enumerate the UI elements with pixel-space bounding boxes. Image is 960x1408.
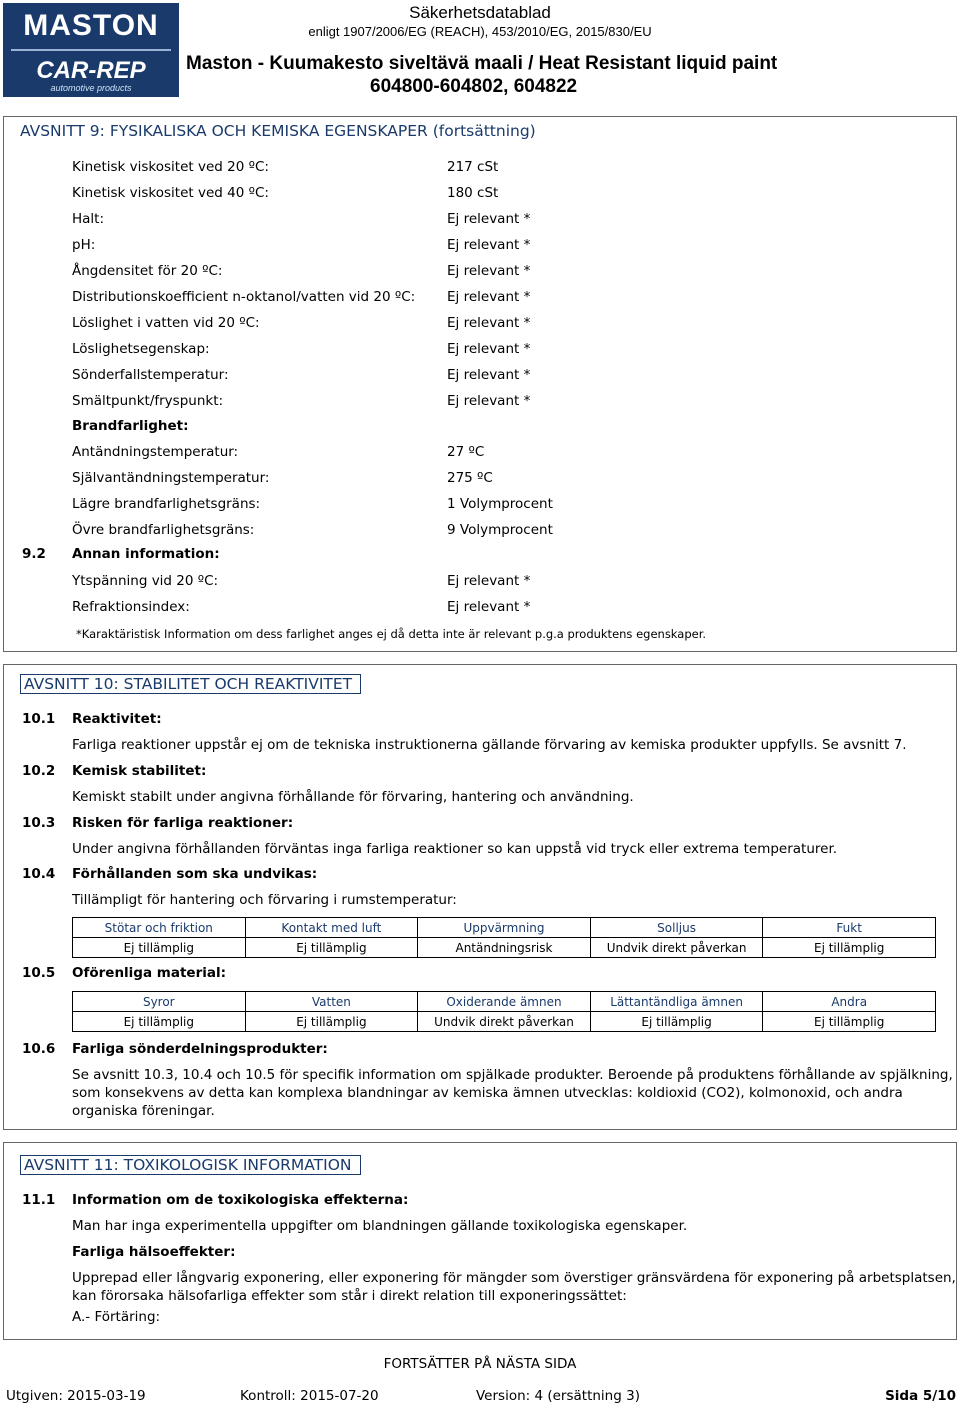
section-10-2-heading: Kemisk stabilitet: — [72, 763, 207, 779]
property-label: Halt: — [72, 211, 105, 227]
table-cell: Undvik direkt påverkan — [418, 1012, 591, 1032]
table-cell: Undvik direkt påverkan — [590, 938, 763, 958]
section-11-title: AVSNITT 11: TOXIKOLOGISK INFORMATION — [20, 1155, 361, 1175]
property-label: Lägre brandfarlighetsgräns: — [72, 496, 261, 512]
table-header-cell: Stötar och friktion — [73, 918, 246, 938]
section-10-2-number: 10.2 — [22, 763, 56, 779]
property-label: Smältpunkt/fryspunkt: — [72, 393, 224, 409]
property-label: Ångdensitet för 20 ºC: — [72, 263, 223, 279]
logo-maston-text: MASTON — [23, 9, 159, 42]
property-value: Ej relevant * — [447, 315, 531, 331]
table-cell: Ej tillämplig — [763, 1012, 936, 1032]
section-10-6-heading: Farliga sönderdelningsprodukter: — [72, 1041, 328, 1057]
page-number: Sida 5/10 — [885, 1388, 956, 1404]
section-10-6-number: 10.6 — [22, 1041, 56, 1057]
table-header-cell: Kontakt med luft — [245, 918, 418, 938]
maston-carrep-logo — [3, 3, 179, 97]
ingestion-item: A.- Förtäring: — [72, 1309, 161, 1325]
property-label: Löslighet i vatten vid 20 ºC: — [72, 315, 260, 331]
section-10-1-number: 10.1 — [22, 711, 56, 727]
table-cell: Ej tillämplig — [73, 1012, 246, 1032]
section-10-4-heading: Förhållanden som ska undvikas: — [72, 866, 318, 882]
table-cell: Ej tillämplig — [73, 938, 246, 958]
property-label: Kinetisk viskositet ved 40 ºC: — [72, 185, 269, 201]
table-header-cell: Vatten — [245, 992, 418, 1012]
property-label: Sönderfallstemperatur: — [72, 367, 229, 383]
issued-date: Utgiven: 2015-03-19 — [6, 1388, 146, 1404]
section-10-title: AVSNITT 10: STABILITET OCH REAKTIVITET — [20, 674, 361, 694]
health-effects-heading: Farliga hälsoeffekter: — [72, 1244, 236, 1260]
property-value: Ej relevant * — [447, 211, 531, 227]
section-10-6-line: Se avsnitt 10.3, 10.4 och 10.5 för specifik information om spjälkade produkter. Beroende på produktens förhållande av spjälkning, — [72, 1067, 953, 1083]
property-label: Övre brandfarlighetsgräns: — [72, 522, 255, 538]
table-header-cell: Oxiderande ämnen — [418, 992, 591, 1012]
product-name: Maston - Kuumakesto siveltävä maali / Heat Resistant liquid paint — [186, 53, 778, 74]
table-header-cell: Solljus — [590, 918, 763, 938]
regulation-line: enligt 1907/2006/EG (REACH), 453/2010/EG, 2015/830/EU — [308, 24, 652, 39]
property-value: 27 ºC — [447, 444, 485, 460]
conditions-to-avoid-table — [72, 917, 936, 958]
section-10-3-text: Under angivna förhållanden förväntas inga farliga reaktioner so kan uppstå vid tryck eller extrema temperaturer. — [72, 841, 838, 857]
health-effects-line: Upprepad eller långvarig exponering, eller exponering för mängder som överstiger gränsvärdena för exponering på arbetsplatsen, — [72, 1270, 956, 1286]
section-11-1-number: 11.1 — [22, 1192, 56, 1208]
section-9-2-number: 9.2 — [22, 546, 46, 562]
section-10-4-text: Tillämpligt för hantering och förvaring i rumstemperatur: — [72, 892, 457, 908]
product-codes: 604800-604802, 604822 — [370, 76, 578, 97]
property-value: 275 ºC — [447, 470, 493, 486]
property-label: Refraktionsindex: — [72, 599, 190, 615]
property-value: Ej relevant * — [447, 237, 531, 253]
property-value: Ej relevant * — [447, 367, 531, 383]
section-10-1-heading: Reaktivitet: — [72, 711, 162, 727]
health-effects-line: kan förorsaka hälsofarliga effekter som står i direkt relation till exponeringssättet: — [72, 1288, 627, 1304]
section-10-6-line: organiska föreningar. — [72, 1103, 215, 1119]
continues-next-page: FORTSÄTTER PÅ NÄSTA SIDA — [383, 1356, 577, 1372]
table-header-cell: Lättantändliga ämnen — [590, 992, 763, 1012]
table-cell: Ej tillämplig — [245, 938, 418, 958]
section-10-4-number: 10.4 — [22, 866, 56, 882]
property-value: 217 cSt — [447, 159, 499, 175]
table-cell: Ej tillämplig — [763, 938, 936, 958]
document-header — [0, 0, 960, 104]
property-label: Ytspänning vid 20 ºC: — [72, 573, 219, 589]
table-cell: Ej tillämplig — [245, 1012, 418, 1032]
property-value: Ej relevant * — [447, 573, 531, 589]
section-10-3-heading: Risken för farliga reaktioner: — [72, 815, 294, 831]
property-label: Löslighetsegenskap: — [72, 341, 210, 357]
section-11-1-text: Man har inga experimentella uppgifter om blandningen gällande toxikologiska egenskaper. — [72, 1218, 688, 1234]
section-10-3-number: 10.3 — [22, 815, 56, 831]
table-header-cell: Uppvärmning — [418, 918, 591, 938]
logo-tagline: automotive products — [50, 83, 132, 93]
table-cell: Ej tillämplig — [590, 1012, 763, 1032]
property-value: Ej relevant * — [447, 599, 531, 615]
property-value: Ej relevant * — [447, 393, 531, 409]
incompatible-materials-table — [72, 991, 936, 1032]
property-label: Självantändningstemperatur: — [72, 470, 270, 486]
property-value: 1 Volymprocent — [447, 496, 553, 512]
property-label: Distributionskoefficient n-oktanol/vatten vid 20 ºC: — [72, 289, 416, 305]
doc-title: Säkerhetsdatablad — [409, 3, 551, 22]
table-header-cell: Fukt — [763, 918, 936, 938]
table-header-cell: Andra — [763, 992, 936, 1012]
property-value: 9 Volymprocent — [447, 522, 553, 538]
property-value: Ej relevant * — [447, 289, 531, 305]
section-10-5-number: 10.5 — [22, 965, 56, 981]
property-label: Antändningstemperatur: — [72, 444, 239, 460]
section-10-2-text: Kemiskt stabilt under angivna förhållande för förvaring, hantering och användning. — [72, 789, 634, 805]
property-label: Kinetisk viskositet ved 20 ºC: — [72, 159, 269, 175]
section-10-6-line: som konsekvens av detta kan komplexa blandningar av kemiska ämnen utvecklas: koldioxid (CO2), kolmonoxid, och andra — [72, 1085, 903, 1101]
logo-carrep-text: CAR-REP — [36, 57, 146, 84]
section-10-1-text: Farliga reaktioner uppstår ej om de tekniska instruktionerna gällande förvaring av kemiska produkter uppfylls. Se avsnitt 7. — [72, 737, 907, 753]
section-10-5-heading: Oförenliga material: — [72, 965, 226, 981]
logo-divider — [11, 49, 171, 51]
table-cell: Antändningsrisk — [418, 938, 591, 958]
property-value: 180 cSt — [447, 185, 499, 201]
property-value: Ej relevant * — [447, 263, 531, 279]
section-9-2-heading: Annan information: — [72, 546, 220, 562]
section-11-1-heading: Information om de toxikologiska effekterna: — [72, 1192, 409, 1208]
property-label: pH: — [72, 237, 96, 253]
section-9-footnote: *Karaktäristisk Information om dess farlighet anges ej då detta inte är relevant p.g.a produktens egenskaper. — [76, 627, 707, 641]
fire-heading: Brandfarlighet: — [72, 418, 189, 434]
section-9-title: AVSNITT 9: FYSIKALISKA OCH KEMISKA EGENSKAPER (fortsättning) — [20, 122, 536, 140]
checked-date: Kontroll: 2015-07-20 — [240, 1388, 379, 1404]
table-header-cell: Syror — [73, 992, 246, 1012]
version-info: Version: 4 (ersättning 3) — [476, 1388, 640, 1404]
property-value: Ej relevant * — [447, 341, 531, 357]
